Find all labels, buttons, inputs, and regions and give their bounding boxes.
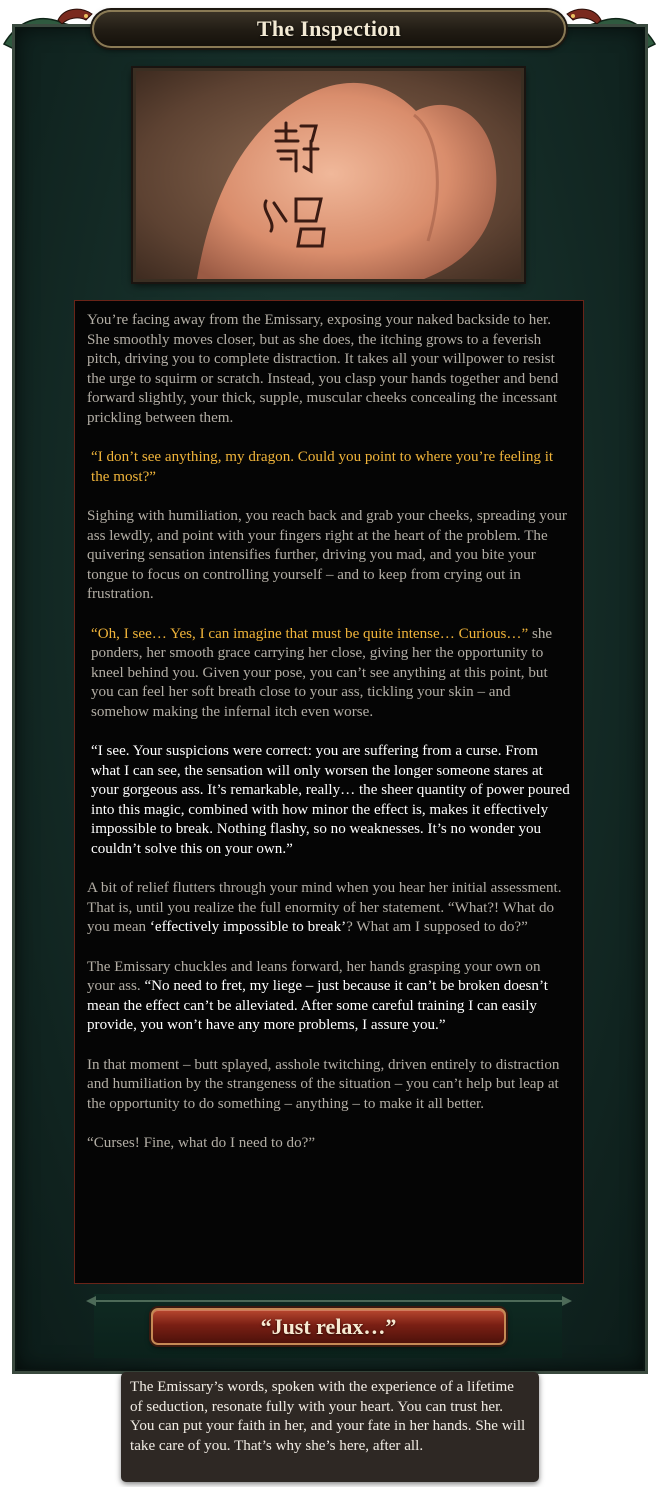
- scene-illustration: [133, 68, 524, 282]
- body-tattoo-image: [136, 71, 524, 282]
- mixed-paragraph: [87, 625, 571, 723]
- highlighted-quote: ‘effectively impossible to break’: [149, 919, 347, 936]
- narration-paragraph: You’re facing away from the Emissary, exposing your naked backside to her. She smoothly moves closer, but as she does, the itching grows to a feverish pitch, driving you to complete distraction. It takes all your willpower to resist the urge to squirm or scratch. Instead, you clasp your hands together and bend forward slightly, your thick, supple, muscular cheeks concealing the incessant prickling between them.: [87, 312, 559, 426]
- story-text-panel: [74, 300, 584, 1284]
- narration-text: A bit of relief flutters through your mind when you hear her initial assessment. That is, until you realize the full enormity of her statement. “What?! What do you mean: [87, 880, 562, 936]
- narration-text: The Emissary chuckles and leans forward, her hands grasping your own on your ass.: [87, 958, 541, 995]
- emissary-dialogue-white: “No need to fret, my liege – just because it can’t be broken doesn’t mean the effect can’t be alleviated. After some careful training I can easily provide, you won’t have any more problems, I assure you.”: [87, 978, 548, 1034]
- mixed-paragraph: [87, 958, 571, 1036]
- divider-ornament-icon: [86, 1296, 572, 1306]
- emissary-dialogue-white: “I see. Your suspicions were correct: you are suffering from a curse. From what I can see, the sensation will only worsen the longer someone stares at your gorgeous ass. It’s remarkable, really… the sheer quantity of power poured into this magic, combined with how minor the effect is, makes it effectively impossible to break. Nothing flashy, so no weaknesses. It’s no wonder you couldn’t solve this on your own.”: [91, 743, 570, 858]
- emissary-dialogue: “Oh, I see… Yes, I can imagine that must be quite intense… Curious…”: [91, 625, 529, 642]
- emissary-dialogue: “I don’t see anything, my dragon. Could you point to where you’re feeling it the most?”: [91, 449, 554, 485]
- player-dialogue: “Curses! Fine, what do I need to do?”: [87, 1134, 316, 1151]
- narration-text: ? What am I supposed to do?”: [346, 919, 528, 936]
- narration-paragraph: In that moment – butt splayed, asshole twitching, driven entirely to distraction and humiliation by the strangeness of the situation – you can’t help but leap at the opportunity to do something – anything – to make it all better.: [87, 1056, 560, 1112]
- option-just-relax-button[interactable]: “Just relax…”: [151, 1308, 506, 1345]
- event-title: The Inspection: [256, 16, 402, 41]
- mixed-paragraph: [87, 879, 571, 938]
- narration-text: she ponders, her smooth grace carrying her close, giving her the opportunity to kneel behind you. Given your pose, you can’t see anything at this point, but you can feel her soft breath close to your ass, tickling your skin – and somehow making the infernal itch even worse.: [91, 625, 553, 720]
- option-tooltip: The Emissary’s words, spoken with the experience of a lifetime of seduction, resonate fully with your heart. You can trust her. You can put your faith in her, and your fate in her hands. She will take care of you. That’s why she’s here, after all.: [121, 1372, 539, 1482]
- title-bar: [92, 10, 566, 48]
- narration-paragraph: Sighing with humiliation, you reach back and grab your cheeks, spreading your ass lewdly, and point with your fingers right at the heart of the problem. The quivering sensation intensifies further, driving you mad, and you bite your tongue to focus on controlling yourself – and to keep from crying out in frustration.: [87, 507, 567, 603]
